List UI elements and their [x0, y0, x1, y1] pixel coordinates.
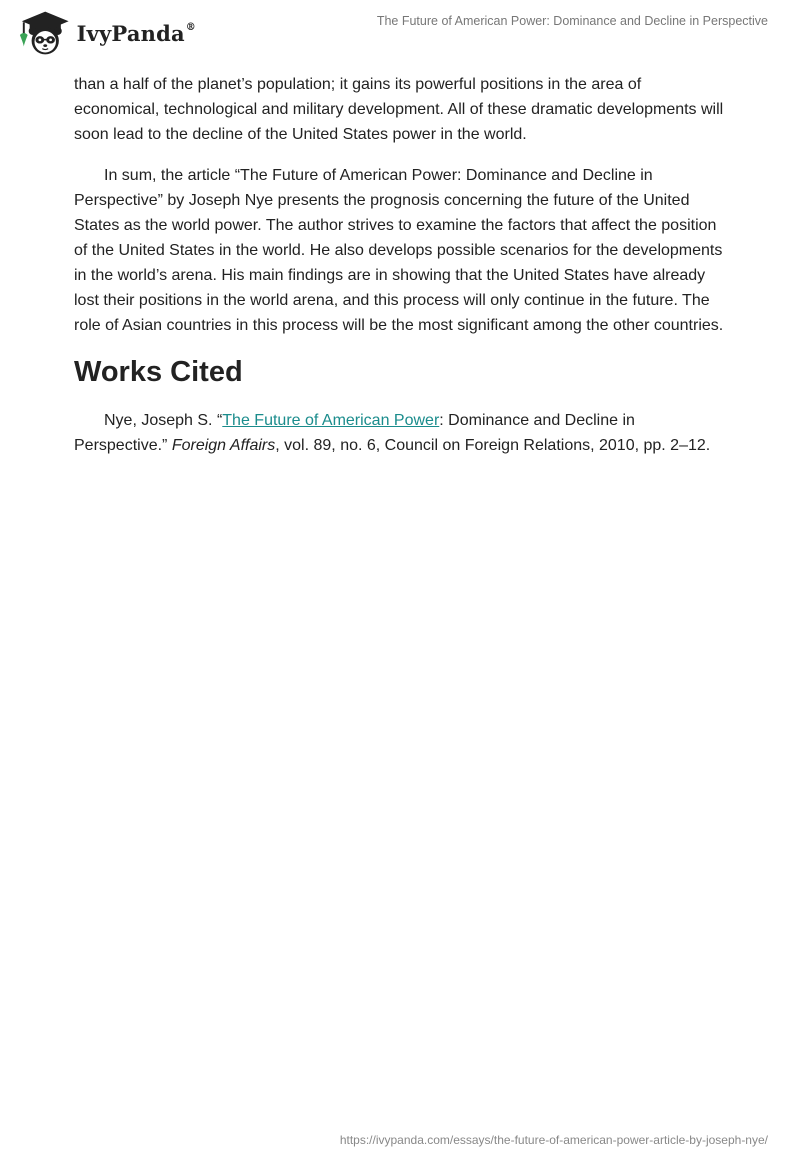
citation-suffix: , vol. 89, no. 6, Council on Foreign Relations, 2010, pp. 2–12.: [275, 437, 711, 454]
citation-entry: [74, 408, 726, 458]
page-header: [0, 0, 800, 64]
footer-source-url[interactable]: https://ivypanda.com/essays/the-future-of-american-power-article-by-joseph-nye/: [339, 1133, 768, 1147]
paragraph-continued: than a half of the planet’s population; it gains its powerful positions in the area of economical, technological and military development. All of these dramatic developments will soon lead to the decline of the United States power in the world.: [74, 76, 724, 143]
ivypanda-logo[interactable]: [16, 8, 196, 58]
citation-journal: Foreign Affairs: [171, 437, 276, 454]
citation-middle: : Dominance and Decline in Perspective.”: [74, 412, 635, 454]
citation-link[interactable]: The Future of American Power: [222, 412, 440, 429]
paragraph-conclusion: In sum, the article “The Future of American Power: Dominance and Decline in Perspective” by Joseph Nye presents the prognosis concerning the future of the United States as the world power. The author strives to examine the factors that affect the position of the United States in the world. He also develops possible scenarios for the developments in the world’s arena. His main findings are in showing that the United States have already lost their positions in the world arena, and this process will only continue in the future. The role of Asian countries in this process will be the most significant among the other countries.: [74, 167, 724, 334]
panda-graduation-cap-icon: [16, 9, 71, 57]
logo-wordmark: IvyPanda®: [76, 20, 196, 46]
essay-body: [74, 72, 726, 458]
document-title: The Future of American Power: Dominance and Decline in Perspective: [376, 14, 768, 28]
registered-mark: ®: [185, 21, 196, 33]
works-cited-heading: Works Cited: [74, 356, 243, 388]
citation-prefix: Nye, Joseph S. “: [104, 412, 223, 429]
